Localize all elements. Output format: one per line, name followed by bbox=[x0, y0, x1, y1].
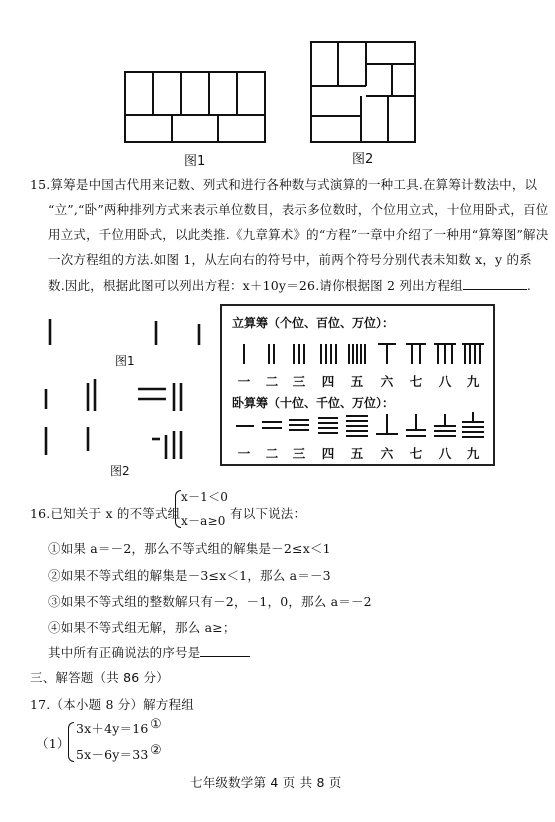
q16-ineq-top: x－1＜0 bbox=[181, 490, 229, 504]
numeral: 七 bbox=[409, 446, 423, 461]
numeral: 四 bbox=[321, 374, 335, 389]
q17-eq1: 3x＋4y＝16 bbox=[76, 721, 149, 736]
q15-answer-blank[interactable] bbox=[463, 277, 527, 290]
figure-2-square-tiling bbox=[306, 38, 420, 146]
numeral: 六 bbox=[380, 374, 394, 389]
q16-statement-1: ①如果 a＝－2，那么不等式组的解集是－2≤x＜1 bbox=[48, 541, 331, 556]
q16-suffix: 有以下说法： bbox=[230, 506, 307, 521]
q16-answer-blank[interactable] bbox=[200, 644, 250, 657]
q17-eq1-mark: ① bbox=[150, 717, 162, 732]
numeral: 一 bbox=[237, 446, 251, 461]
q16-statement-2: ②如果不等式组的解集是－3≤x＜1，那么 a＝－3 bbox=[48, 568, 331, 583]
q15-last-line-end: . bbox=[526, 278, 532, 293]
numeral: 五 bbox=[350, 446, 364, 461]
q16-ineq-bottom: x－a≥0 bbox=[181, 514, 226, 528]
section-3-title: 三、解答题（共 86 分） bbox=[30, 670, 169, 685]
figure-1-rectangle-tiling bbox=[120, 68, 270, 148]
horizontal-rods-row bbox=[232, 412, 484, 442]
numeral: 二 bbox=[265, 374, 279, 389]
q17-eq2: 5x－6y＝33 bbox=[76, 747, 149, 762]
figure-1-caption: 图1 bbox=[184, 154, 206, 169]
numeral: 八 bbox=[438, 446, 452, 461]
q16-answer-line bbox=[48, 643, 250, 661]
numeral: 二 bbox=[265, 446, 279, 461]
q15-line-3: 用立式，千位用卧式，以此类推.《九章算术》的“方程”一章中介绍了一种用“算筹图”解决 bbox=[48, 227, 549, 242]
counting-rod-figure-2-label: 图2 bbox=[110, 464, 130, 478]
numeral: 五 bbox=[350, 374, 364, 389]
q16-statement-4: ④如果不等式组无解，那么 a≥； bbox=[48, 620, 236, 635]
q15-last-line-text: 数.因此，根据此图可以列出方程：x＋10y＝26.请你根据图 2 列出方程组 bbox=[48, 278, 463, 293]
q15-line-1: 15.算筹是中国古代用来记数、列式和进行各种数与式演算的一种工具.在算筹计数法中，以 bbox=[30, 177, 538, 192]
vertical-rods-title: 立算筹（个位、百位、万位）： bbox=[232, 316, 395, 330]
numeral: 九 bbox=[466, 374, 480, 389]
vertical-rods-row bbox=[232, 340, 484, 370]
numeral: 一 bbox=[237, 374, 251, 389]
q15-line-4: 一次方程组的方法.如图 1，从左向右的符号中，前两个符号分别代表未知数 x，y 的系 bbox=[48, 252, 532, 267]
q17-title: 17.（本小题 8 分）解方程组 bbox=[30, 697, 194, 712]
q16-answer-prompt: 其中所有正确说法的序号是 bbox=[48, 645, 201, 660]
numeral: 九 bbox=[466, 446, 480, 461]
counting-rod-reference-box bbox=[220, 304, 495, 466]
counting-rod-figure-1 bbox=[44, 315, 209, 355]
numeral: 六 bbox=[380, 446, 394, 461]
q16-prefix: 16.已知关于 x 的不等式组 bbox=[30, 506, 181, 521]
numeral: 三 bbox=[292, 446, 306, 461]
numeral: 八 bbox=[438, 374, 452, 389]
counting-rod-figure-1-label: 图1 bbox=[115, 354, 135, 368]
q15-line-2: “立”,“卧”两种排列方式来表示单位数目，表示多位数时，个位用立式，十位用卧式，百位 bbox=[48, 202, 549, 217]
page-footer: 七年级数学第 4 页 共 8 页 bbox=[190, 775, 342, 790]
horizontal-rods-title: 卧算筹（十位、千位、万位）： bbox=[232, 396, 395, 410]
numeral: 四 bbox=[321, 446, 335, 461]
q17-part-label: （1） bbox=[36, 736, 70, 751]
q16-statement-3: ③如果不等式组的整数解只有－2，－1，0，那么 a＝－2 bbox=[48, 594, 372, 609]
numeral: 三 bbox=[292, 374, 306, 389]
counting-rod-figure-2 bbox=[40, 375, 205, 465]
q17-eq2-mark: ② bbox=[150, 743, 162, 758]
q15-line-5 bbox=[48, 276, 531, 294]
figure-2-caption: 图2 bbox=[352, 152, 374, 167]
q17-system-brace bbox=[68, 722, 74, 762]
numeral: 七 bbox=[409, 374, 423, 389]
